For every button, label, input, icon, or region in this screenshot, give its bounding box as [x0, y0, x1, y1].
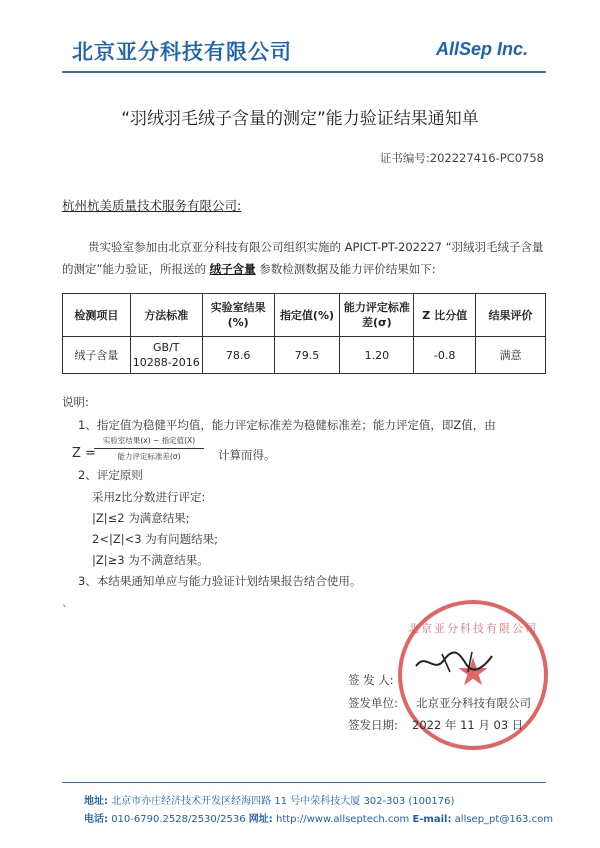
- certificate-number: 证书编号:202227416-PC0758: [379, 151, 544, 165]
- recipient: 杭州杭美质量技术服务有限公司:: [62, 198, 242, 213]
- table-header: Z 比分值: [414, 294, 476, 337]
- footer-contact: [84, 810, 553, 825]
- table-row: [63, 337, 546, 374]
- intro-paragraph: [62, 236, 544, 280]
- cell-z-score: -0.8: [414, 337, 476, 374]
- signer-label: 签 发 人:: [348, 673, 394, 687]
- method-line-1: GB/T: [153, 341, 180, 354]
- company-name-cn: 北京亚分科技有限公司: [72, 40, 292, 64]
- issue-date-label: 签发日期:: [348, 718, 398, 732]
- footer-address: [84, 792, 454, 807]
- note-1: 1、指定值为稳健平均值，能力评定标准差为稳健标准差；能力评定值，即Z值，由: [78, 418, 496, 432]
- website-link[interactable]: http://www.allseptech.com: [275, 814, 410, 825]
- seal-star-icon: ★: [455, 650, 491, 694]
- intro-text-1: 贵实验室参加由北京亚分科技有限公司组织实施的 APICT-PT-202227 “羽绒羽毛绒子含量的测定”能力验证，所报送的: [62, 240, 544, 276]
- stray-mark: `: [62, 603, 68, 617]
- website-label: 网址:: [248, 814, 273, 825]
- intro-text-2: 参数检测数据及能力评价结果如下:: [259, 262, 436, 276]
- phone: 010-6790.2528/2530/2536: [111, 814, 246, 825]
- issue-date: 2022 年 11 月 03 日: [412, 718, 524, 732]
- formula-fraction: [94, 435, 204, 462]
- footer-divider: [62, 782, 546, 783]
- cell-sigma: 1.20: [340, 337, 414, 374]
- email-link[interactable]: allsep_pt@163.com: [454, 814, 553, 825]
- table-header: 方法标准: [130, 294, 202, 337]
- header-divider: [62, 71, 546, 73]
- formula-numerator: 实验室结果(x) − 指定值(X): [94, 435, 204, 449]
- cell-test-item: 绒子含量: [63, 337, 131, 374]
- note-3: 3、本结果通知单应与能力验证计划结果报告结合使用。: [78, 574, 362, 588]
- address-label: 地址:: [84, 796, 108, 807]
- table-header: 指定值(%): [274, 294, 340, 337]
- document-title: “羽绒羽毛绒子含量的测定”能力验证结果通知单: [121, 109, 479, 129]
- phone-label: 电话:: [84, 814, 108, 825]
- signature-image: [412, 648, 496, 676]
- email-label: E-mail:: [412, 814, 452, 825]
- table-header: 实验室结果(%): [202, 294, 274, 337]
- formula-z: Z =: [72, 446, 96, 461]
- table-header: 能力评定标准差(σ): [340, 294, 414, 337]
- intro-highlight: 绒子含量: [209, 262, 256, 276]
- cell-assigned-value: 79.5: [274, 337, 340, 374]
- results-table: [62, 293, 546, 374]
- table-header-row: [63, 294, 546, 337]
- notes-heading: 说明:: [62, 395, 89, 409]
- method-line-2: 10288-2016: [132, 356, 200, 369]
- note-2-intro: 采用z比分数进行评定:: [92, 490, 206, 504]
- issuing-unit-label: 签发单位:: [348, 696, 398, 710]
- address: 北京市亦庄经济技术开发区经海四路 11 号中荣科技大厦 302-303 (100176): [111, 796, 455, 807]
- formula-denominator: 能力评定标准差(σ): [117, 452, 181, 461]
- formula-suffix: 计算而得。: [218, 448, 276, 462]
- rule-unsatisfactory: |Z|≥3 为不满意结果。: [92, 553, 209, 567]
- note-2: 2、评定原则: [78, 468, 143, 482]
- cell-lab-result: 78.6: [202, 337, 274, 374]
- company-name-en: AllSep Inc.: [436, 39, 529, 59]
- seal-text: 北京亚分科技有限公司: [408, 622, 538, 635]
- issuing-unit: 北京亚分科技有限公司: [416, 696, 531, 710]
- cell-method: [130, 337, 202, 374]
- rule-questionable: 2<|Z|<3 为有问题结果;: [92, 532, 219, 546]
- cell-evaluation: 满意: [476, 337, 546, 374]
- table-header: 结果评价: [476, 294, 546, 337]
- rule-satisfactory: |Z|≤2 为满意结果;: [92, 511, 190, 525]
- table-header: 检测项目: [63, 294, 131, 337]
